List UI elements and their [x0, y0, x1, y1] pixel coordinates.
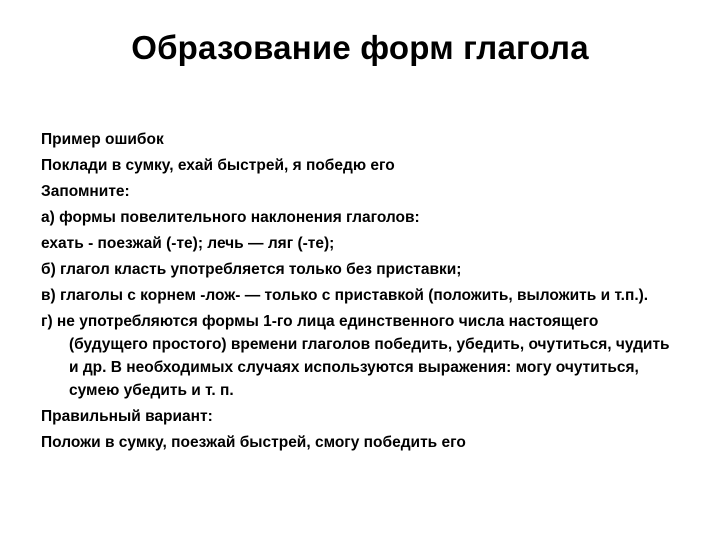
slide-body — [41, 128, 681, 457]
paragraph-correct-heading: Правильный вариант: — [41, 408, 213, 425]
paragraph-rule-a-example: ехать - поезжай (-те); лечь — ляг (-те); — [41, 235, 335, 252]
paragraph-remember-heading: Запомните: — [41, 183, 130, 200]
paragraph-correct-example: Положи в сумку, поезжай быстрей, смогу победить его — [41, 434, 466, 451]
paragraph-rule-a: а) формы повелительного наклонения глаголов: — [41, 209, 420, 226]
paragraph-rule-b: б) глагол класть употребляется только без приставки; — [41, 261, 462, 278]
paragraph-rule-c: в) глаголы с корнем -лож- — только с приставкой (положить, выложить и т.п.). — [41, 287, 649, 304]
slide-title: Образование форм глагола — [131, 29, 589, 66]
paragraph-error-example: Поклади в сумку, ехай быстрей, я победю его — [41, 157, 395, 174]
paragraph-rule-d: г) не употребляются формы 1-го лица единственного числа настоящего (будущего простого) времени глаголов победить, убедить, очутиться, чудить и др. В необходимых случаях используются выражения: могу очутиться, сумею убедить и т. п. — [41, 313, 670, 399]
paragraph-error-examples-heading: Пример ошибок — [41, 131, 164, 148]
